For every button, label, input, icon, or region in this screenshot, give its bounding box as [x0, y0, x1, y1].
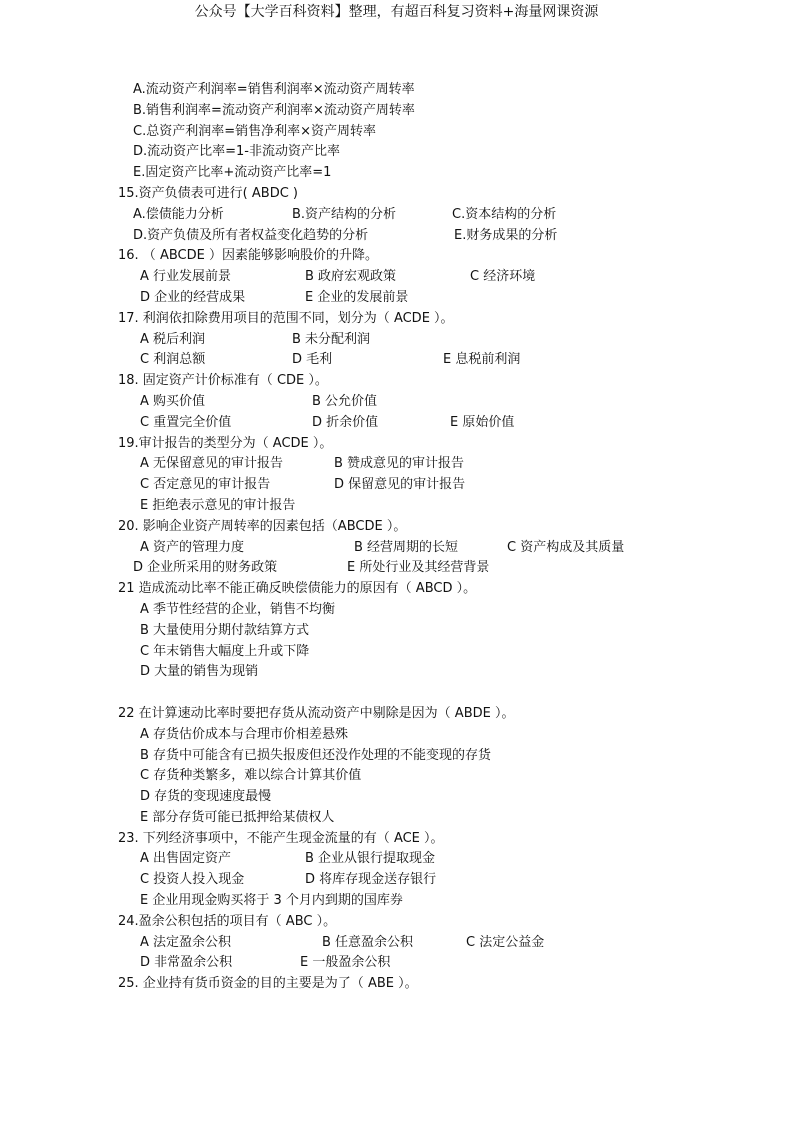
text-segment: E 一般盈余公积	[300, 955, 391, 971]
text-line	[0, 933, 793, 954]
text-line	[0, 725, 793, 746]
text-line	[0, 205, 793, 226]
text-segment: 19.审计报告的类型分为（ ACDE ）。	[118, 435, 333, 451]
text-line	[0, 101, 793, 122]
text-line	[0, 163, 793, 184]
text-line	[0, 746, 793, 767]
text-segment: B 企业从银行提取现金	[305, 851, 436, 867]
text-segment: D 存货的变现速度最慢	[140, 789, 272, 805]
text-line	[0, 413, 793, 434]
text-segment: A 季节性经营的企业，销售不均衡	[140, 601, 336, 617]
text-segment: A 购买价值	[140, 393, 206, 409]
text-line	[0, 579, 793, 600]
text-segment: 21 造成流动比率不能正确反映偿债能力的原因有（ ABCD ）。	[118, 581, 477, 597]
text-line	[0, 184, 793, 205]
text-segment: E 部分存货可能已抵押给某债权人	[140, 809, 335, 825]
text-line	[0, 80, 793, 101]
text-line	[0, 829, 793, 850]
text-line	[0, 434, 793, 455]
text-line	[0, 621, 793, 642]
text-segment: E 原始价值	[450, 414, 515, 430]
text-segment: A 行业发展前景	[140, 269, 232, 285]
text-segment: B 任意盈余公积	[322, 934, 414, 950]
text-segment: C 经济环境	[470, 269, 536, 285]
text-segment: C 利润总额	[140, 352, 206, 368]
text-segment: E.固定资产比率+流动资产比率=1	[133, 165, 332, 181]
text-line	[0, 974, 793, 995]
text-line	[0, 454, 793, 475]
text-line	[0, 496, 793, 517]
text-line	[0, 600, 793, 621]
text-line	[0, 891, 793, 912]
text-segment: D 毛利	[292, 352, 333, 368]
text-line	[0, 642, 793, 663]
text-segment: C.资本结构的分析	[452, 206, 557, 222]
text-segment: 18. 固定资产计价标准有（ CDE ）。	[118, 373, 328, 389]
text-line	[0, 371, 793, 392]
text-line	[0, 683, 793, 704]
text-segment: D 非常盈余公积	[140, 955, 233, 971]
text-segment: B 赞成意见的审计报告	[334, 456, 465, 472]
text-segment: C 法定公益金	[466, 934, 545, 950]
text-segment: D 折余价值	[312, 414, 379, 430]
text-segment: B 未分配利润	[292, 331, 371, 347]
text-segment: B 公允价值	[312, 393, 378, 409]
text-segment: 17. 利润依扣除费用项目的范围不同，划分为（ ACDE ）。	[118, 310, 454, 326]
text-segment: A 资产的管理力度	[140, 539, 245, 555]
text-segment: B 政府宏观政策	[305, 269, 397, 285]
text-segment: E 所处行业及其经营背景	[347, 560, 490, 576]
text-segment: C 重置完全价值	[140, 414, 232, 430]
text-segment: D 将库存现金送存银行	[305, 872, 437, 888]
text-segment: E.财务成果的分析	[454, 227, 558, 243]
text-segment: A 存货估价成本与合理市价相差悬殊	[140, 726, 349, 742]
text-line	[0, 953, 793, 974]
text-line	[0, 246, 793, 267]
text-line	[0, 267, 793, 288]
text-segment: C 投资人投入现金	[140, 872, 245, 888]
text-segment: 22 在计算速动比率时要把存货从流动资产中剔除是因为（ ABDE ）。	[118, 705, 515, 721]
text-segment: C.总资产利润率=销售净利率×资产周转率	[133, 123, 376, 139]
text-segment: 25. 企业持有货币资金的目的主要是为了（ ABE ）。	[118, 976, 418, 992]
text-segment: C 否定意见的审计报告	[140, 477, 271, 493]
text-line	[0, 517, 793, 538]
text-segment: C 年末销售大幅度上升或下降	[140, 643, 310, 659]
text-segment: 23. 下列经济事项中，不能产生现金流量的有（ ACE ）。	[118, 830, 444, 846]
text-line	[0, 330, 793, 351]
text-segment: D 大量的销售为现销	[140, 664, 259, 680]
text-line	[0, 662, 793, 683]
text-line	[0, 704, 793, 725]
text-segment: D.流动资产比率=1-非流动资产比率	[133, 144, 340, 160]
text-line	[0, 122, 793, 143]
text-segment: D 保留意见的审计报告	[334, 477, 466, 493]
page-header: 公众号【大学百科资料】整理，有超百科复习资料+海量网课资源	[194, 4, 599, 20]
text-segment: E 息税前利润	[443, 352, 521, 368]
text-segment: B 经营周期的长短	[354, 539, 459, 555]
text-line	[0, 475, 793, 496]
text-segment: D 企业的经营成果	[140, 289, 246, 305]
text-segment: E 企业的发展前景	[305, 289, 409, 305]
text-line	[0, 538, 793, 559]
text-line	[0, 392, 793, 413]
text-segment: A.流动资产利润率=销售利润率×流动资产周转率	[133, 82, 415, 97]
text-line	[0, 808, 793, 829]
text-segment: D.资产负债及所有者权益变化趋势的分析	[133, 227, 369, 243]
text-line	[0, 912, 793, 933]
text-segment: 16. （ ABCDE ）因素能够影响股价的升降。	[118, 248, 378, 264]
text-line	[0, 309, 793, 330]
text-line	[0, 849, 793, 870]
text-segment: E 拒绝表示意见的审计报告	[140, 497, 296, 513]
text-segment: A 法定盈余公积	[140, 934, 232, 950]
text-segment: C 资产构成及其质量	[507, 539, 625, 555]
text-segment: 24.盈余公积包括的项目有（ ABC ）。	[118, 913, 337, 929]
text-segment: 15.资产负债表可进行( ABDC )	[118, 185, 298, 201]
text-segment: A 税后利润	[140, 331, 206, 347]
text-segment: A 无保留意见的审计报告	[140, 456, 284, 472]
text-segment: B.销售利润率=流动资产利润率×流动资产周转率	[133, 102, 415, 118]
text-segment: B 大量使用分期付款结算方式	[140, 622, 310, 638]
text-line	[0, 558, 793, 579]
text-segment: B 存货中可能含有已损失报废但还没作处理的不能变现的存货	[140, 747, 492, 763]
text-segment: A.偿债能力分析	[133, 206, 224, 222]
text-line	[0, 226, 793, 247]
text-line	[0, 142, 793, 163]
text-line	[0, 766, 793, 787]
text-line	[0, 350, 793, 371]
text-segment: D 企业所采用的财务政策	[133, 560, 278, 576]
text-line	[0, 870, 793, 891]
text-segment: C 存货种类繁多，难以综合计算其价值	[140, 768, 362, 784]
text-segment: E 企业用现金购买将于 3 个月内到期的国库券	[140, 893, 403, 909]
text-line	[0, 787, 793, 808]
text-segment: A 出售固定资产	[140, 851, 232, 867]
text-segment: 20. 影响企业资产周转率的因素包括（ABCDE ）。	[118, 518, 407, 534]
text-line	[0, 288, 793, 309]
text-segment: B.资产结构的分析	[292, 206, 397, 222]
document-body	[0, 80, 793, 995]
